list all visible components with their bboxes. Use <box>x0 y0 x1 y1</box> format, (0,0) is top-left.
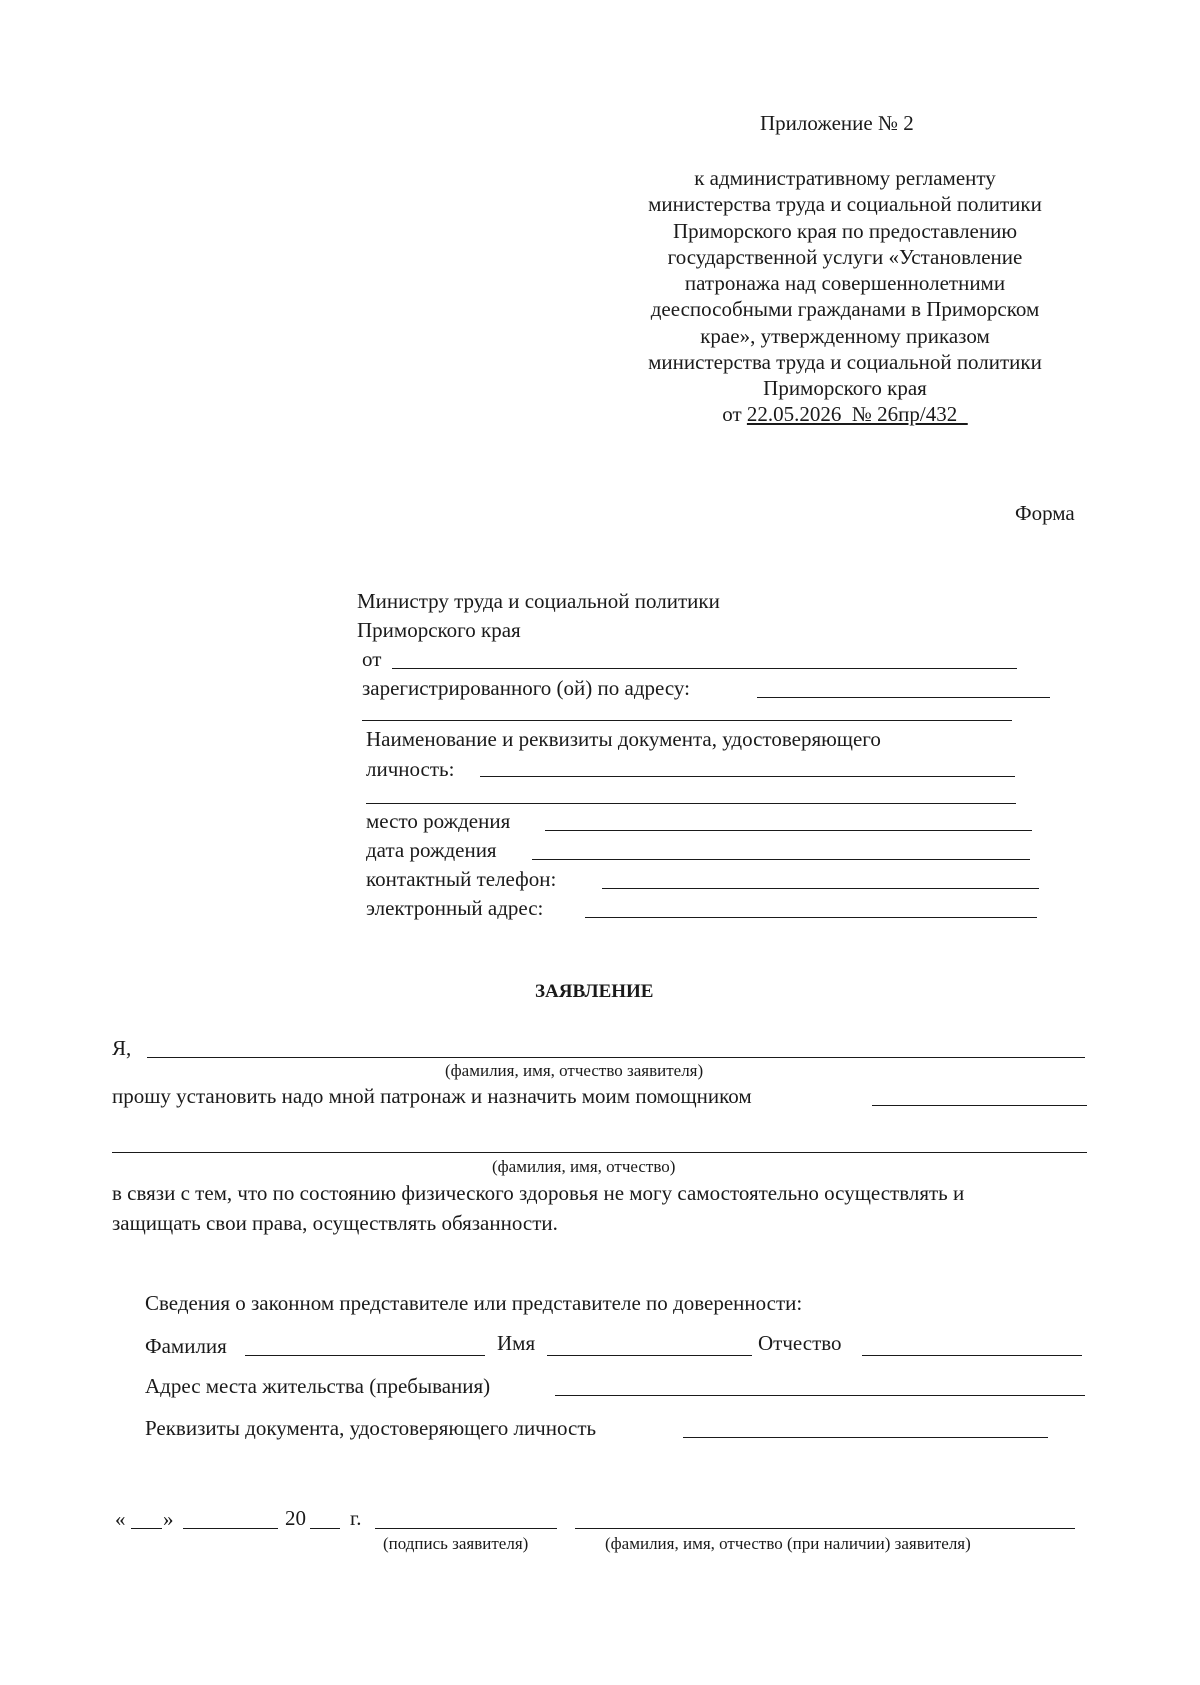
regulation-line: патронажа над совершеннолетними <box>684 271 1006 295</box>
assistant-name-field-2[interactable] <box>112 1152 1087 1153</box>
registered-address-field-2[interactable] <box>362 720 1012 721</box>
date-year-suffix: г. <box>350 1506 362 1530</box>
regulation-line: министерства труда и социальной политики <box>648 349 1042 374</box>
applicant-name-field[interactable] <box>147 1057 1085 1058</box>
date-month-field[interactable] <box>183 1528 278 1529</box>
id-document-field-2[interactable] <box>366 803 1016 804</box>
applicant-name-caption: (фамилия, имя, отчество заявителя) <box>445 1061 704 1080</box>
representative-name-label: Имя <box>497 1331 536 1355</box>
request-text: прошу установить надо мной патронаж и назначить моим помощником <box>112 1084 752 1108</box>
phone-label: контактный телефон: <box>366 867 557 891</box>
statement-title: ЗАЯВЛЕНИЕ <box>535 981 654 1002</box>
birth-place-field[interactable] <box>545 830 1032 831</box>
date-day-field[interactable] <box>131 1528 162 1529</box>
addressee-line-1: Министру труда и социальной политики <box>357 589 720 613</box>
date-quote-open: « <box>115 1507 126 1531</box>
regulation-line: Приморского края по предоставлению <box>672 218 1018 243</box>
regulation-line: Приморского края <box>763 376 927 400</box>
representative-address-label: Адрес места жительства (пребывания) <box>145 1374 491 1398</box>
regulation-line: министерства труда и социальной политики <box>648 192 1042 217</box>
from-field[interactable] <box>392 668 1017 669</box>
id-document-label-2: личность: <box>366 757 455 781</box>
registered-address-label: зарегистрированного (ой) по адресу: <box>362 676 690 700</box>
applicant-signature-field[interactable] <box>375 1528 557 1529</box>
email-field[interactable] <box>585 917 1037 918</box>
form-label: Форма <box>1015 501 1075 525</box>
regulation-reference <box>610 165 1080 428</box>
id-document-label: Наименование и реквизиты документа, удостоверяющего <box>366 727 881 751</box>
registered-address-field[interactable] <box>757 697 1050 698</box>
order-number: 22.05.2026 № 26пр/432 <box>746 402 968 427</box>
signature-caption: (подпись заявителя) <box>383 1534 529 1553</box>
appendix-title: Приложение № 2 <box>760 111 914 135</box>
applicant-i-label: Я, <box>112 1036 132 1060</box>
phone-field[interactable] <box>602 888 1039 889</box>
order-reference <box>610 401 1080 427</box>
date-year-field[interactable] <box>310 1528 340 1529</box>
date-year-prefix: 20 <box>285 1506 306 1530</box>
id-document-field[interactable] <box>480 776 1015 777</box>
regulation-line: к административному регламенту <box>694 166 996 190</box>
regulation-line: дееспособными гражданами в Приморском <box>650 297 1040 322</box>
reason-text-line-2: защищать свои права, осуществлять обязанности. <box>112 1211 558 1235</box>
representative-id-document-field[interactable] <box>683 1437 1048 1438</box>
regulation-line: крае», утвержденному приказом <box>700 323 990 348</box>
representative-address-field[interactable] <box>555 1395 1085 1396</box>
birth-place-label: место рождения <box>366 809 511 833</box>
representative-surname-field[interactable] <box>245 1355 485 1356</box>
representative-name-field[interactable] <box>547 1355 752 1356</box>
from-label: от <box>362 647 382 671</box>
applicant-full-name-field[interactable] <box>575 1528 1075 1529</box>
email-label: электронный адрес: <box>366 896 544 920</box>
representative-surname-label: Фамилия <box>145 1334 227 1358</box>
order-prefix: от <box>722 402 742 427</box>
full-name-caption: (фамилия, имя, отчество (при наличии) заявителя) <box>605 1534 971 1553</box>
representative-id-document-label: Реквизиты документа, удостоверяющего личность <box>145 1416 597 1440</box>
representative-heading: Сведения о законном представителе или представителе по доверенности: <box>145 1291 803 1315</box>
representative-patronymic-field[interactable] <box>862 1355 1082 1356</box>
assistant-name-field[interactable] <box>872 1105 1087 1106</box>
representative-patronymic-label: Отчество <box>758 1331 842 1355</box>
date-quote-close: » <box>163 1507 174 1531</box>
regulation-line: государственной услуги «Установление <box>667 244 1023 269</box>
birth-date-label: дата рождения <box>366 838 497 862</box>
assistant-name-caption: (фамилия, имя, отчество) <box>492 1157 676 1176</box>
birth-date-field[interactable] <box>532 859 1030 860</box>
reason-text-line-1: в связи с тем, что по состоянию физического здоровья не могу самостоятельно осуществлять и <box>112 1181 965 1205</box>
addressee-line-2: Приморского края <box>357 618 521 642</box>
